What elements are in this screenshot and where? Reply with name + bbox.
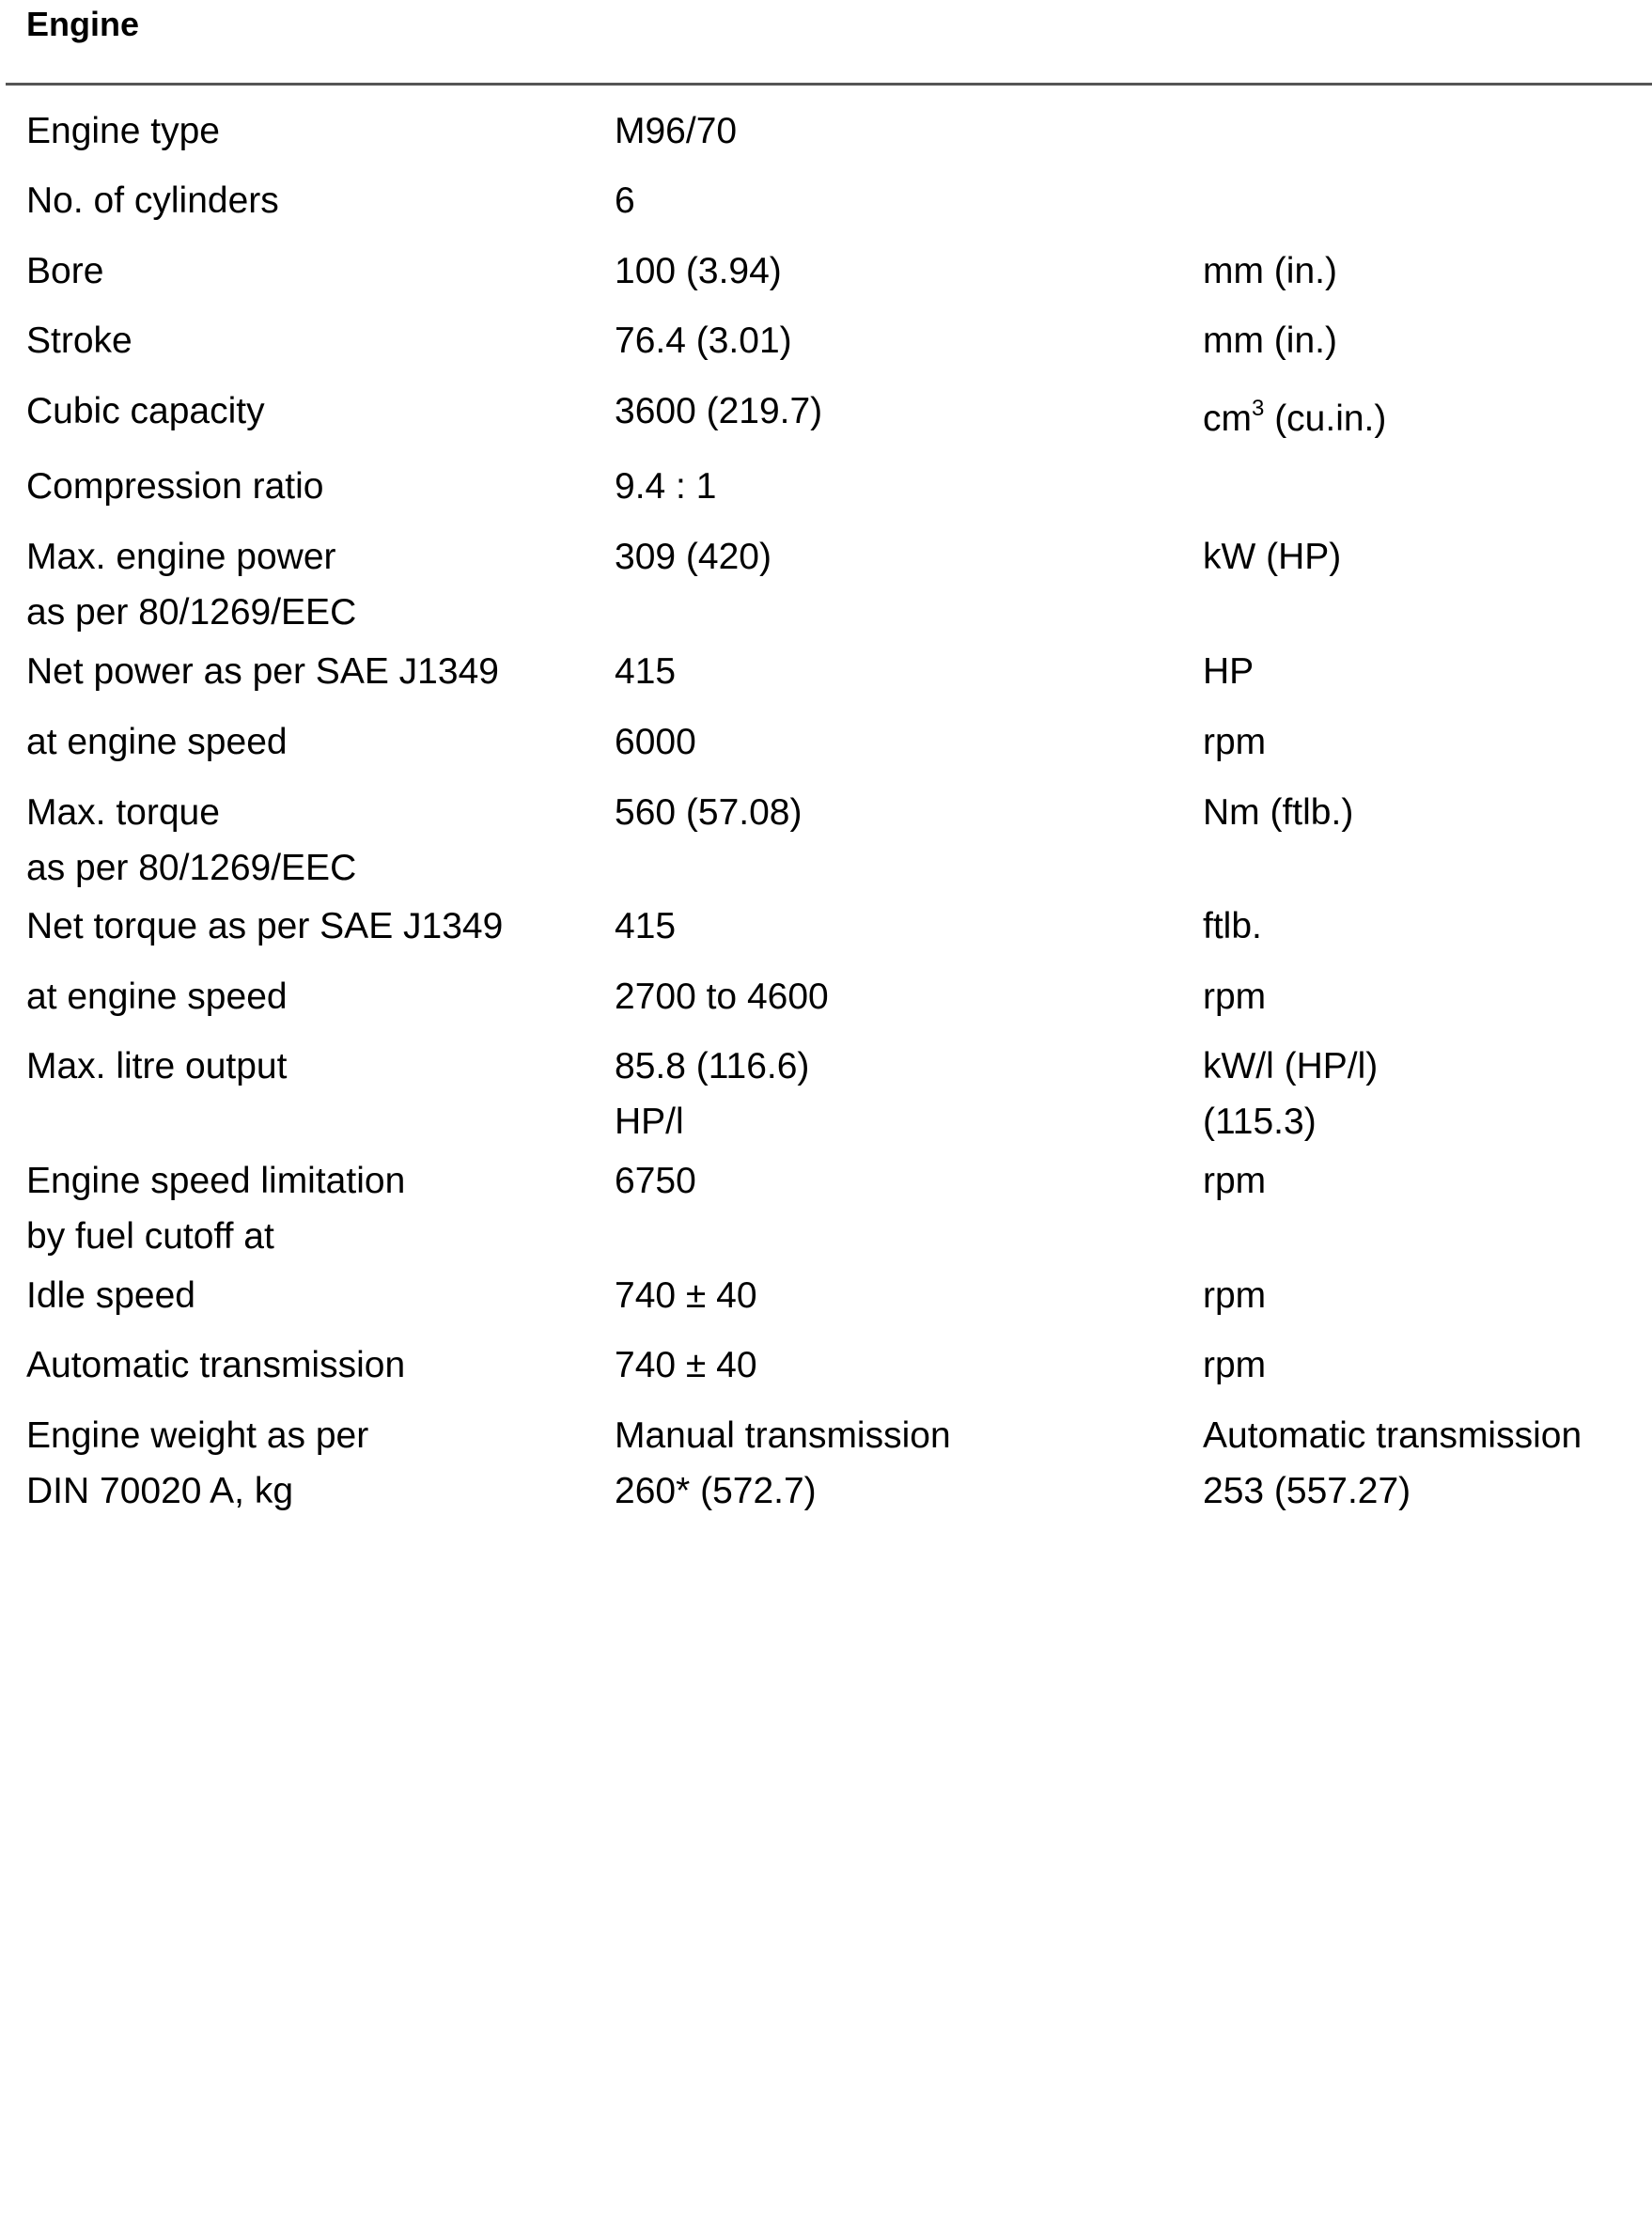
spec-unit-line: rpm <box>1203 1161 1267 1201</box>
spec-value-line: 740 ± 40 <box>615 1275 757 1316</box>
spec-unit-line: HP <box>1203 651 1255 692</box>
spec-label-line: Max. litre output <box>26 1046 288 1086</box>
spec-label-line: Stroke <box>26 320 132 361</box>
spec-label <box>26 167 590 234</box>
spec-label-line: Idle speed <box>26 1275 195 1316</box>
spec-unit <box>1203 307 1644 374</box>
spec-value-line: 100 (3.94) <box>615 251 782 291</box>
spec-label-line: Max. torque <box>26 792 220 833</box>
spec-label-line: DIN 70020 A, kg <box>26 1471 294 1511</box>
spec-label <box>26 893 590 960</box>
spec-unit <box>1203 523 1644 590</box>
spec-unit: $cm^3$ (cu.in.) <box>1203 396 1387 439</box>
spec-unit <box>1203 1402 1644 1513</box>
spec-value-line: 3600 (219.7) <box>615 391 823 431</box>
spec-label-line: by fuel cutoff at <box>26 1216 274 1257</box>
spec-label <box>26 307 590 374</box>
spec-unit <box>1203 1332 1644 1399</box>
spec-label-line: Engine speed limitation <box>26 1161 406 1201</box>
spec-value-line: 560 (57.08) <box>615 792 803 833</box>
spec-label-line: Max. engine power <box>26 537 336 577</box>
spec-value <box>615 638 1197 705</box>
spec-value <box>615 1148 1197 1214</box>
spec-unit <box>1203 1262 1644 1329</box>
spec-value <box>615 1402 1197 1513</box>
spec-value <box>615 1332 1197 1399</box>
spec-label <box>26 1033 590 1100</box>
spec-value-line: 6 <box>615 180 635 221</box>
spec-unit-line: 253 (557.27) <box>1203 1471 1411 1511</box>
spec-value <box>615 709 1197 775</box>
spec-label <box>26 1148 590 1258</box>
spec-label <box>26 238 590 305</box>
spec-unit <box>1203 238 1644 305</box>
spec-label <box>26 1262 590 1329</box>
spec-value-line: HP/l <box>615 1102 684 1142</box>
spec-unit-line: rpm <box>1203 1275 1267 1316</box>
spec-value <box>615 1033 1197 1144</box>
spec-value-line: 260* (572.7) <box>615 1471 817 1511</box>
spec-label-line: Net torque as per SAE J1349 <box>26 906 504 946</box>
spec-label-line: Automatic transmission <box>26 1345 406 1385</box>
spec-label-line: at engine speed <box>26 977 288 1017</box>
spec-label-line: Bore <box>26 251 104 291</box>
spec-value <box>615 1262 1197 1329</box>
spec-unit <box>1203 1148 1644 1214</box>
spec-label-line: as per 80/1269/EEC <box>26 848 357 888</box>
spec-label-line: Engine type <box>26 111 220 151</box>
spec-value-line: 6750 <box>615 1161 696 1201</box>
spec-label-line: Compression ratio <box>26 466 324 507</box>
spec-unit <box>1203 638 1644 705</box>
spec-unit-line: (115.3) <box>1203 1102 1317 1142</box>
spec-unit-line: rpm <box>1203 977 1267 1017</box>
section-heading: Engine <box>26 5 140 43</box>
spec-label <box>26 963 590 1030</box>
spec-unit <box>1203 893 1644 960</box>
spec-unit-line: mm (in.) <box>1203 251 1337 291</box>
spec-unit <box>1203 779 1644 846</box>
spec-label-line: at engine speed <box>26 722 288 762</box>
spec-value-line: M96/70 <box>615 111 738 151</box>
spec-label-line: Engine weight as per <box>26 1415 369 1456</box>
spec-unit-line: Automatic transmission <box>1203 1415 1582 1456</box>
spec-value-line: 85.8 (116.6) <box>615 1046 810 1086</box>
spec-label-line: Cubic capacity <box>26 391 265 431</box>
spec-label <box>26 1402 590 1513</box>
spec-unit-line: kW/l (HP/l) <box>1203 1046 1379 1086</box>
spec-value-line: 2700 to 4600 <box>615 977 829 1017</box>
spec-value <box>615 238 1197 305</box>
spec-label <box>26 1332 590 1399</box>
spec-value <box>615 307 1197 374</box>
spec-unit-line: rpm <box>1203 722 1267 762</box>
header-divider <box>6 83 1652 86</box>
spec-value-line: 309 (420) <box>615 537 771 577</box>
spec-unit-line: Nm (ftlb.) <box>1203 792 1354 833</box>
spec-unit <box>1203 963 1644 1030</box>
spec-value <box>615 378 1197 445</box>
spec-unit <box>1203 709 1644 775</box>
spec-value-line: 415 <box>615 906 677 946</box>
spec-value-line: 76.4 (3.01) <box>615 320 792 361</box>
spec-unit-line: mm (in.) <box>1203 320 1337 361</box>
spec-value-line: Manual transmission <box>615 1415 951 1456</box>
spec-label <box>26 453 590 520</box>
spec-label <box>26 378 590 445</box>
spec-label <box>26 709 590 775</box>
spec-label-line: Net power as per SAE J1349 <box>26 651 499 692</box>
spec-value <box>615 779 1197 846</box>
spec-value-line: 415 <box>615 651 677 692</box>
spec-unit-line: ftlb. <box>1203 906 1262 946</box>
spec-value <box>615 167 1197 234</box>
spec-label <box>26 779 590 890</box>
spec-value <box>615 98 1197 164</box>
spec-unit-line: rpm <box>1203 1345 1267 1385</box>
spec-value <box>615 523 1197 590</box>
spec-value-line: 6000 <box>615 722 696 762</box>
spec-label <box>26 98 590 164</box>
spec-value-line: 9.4 : 1 <box>615 466 717 507</box>
spec-unit-line: kW (HP) <box>1203 537 1342 577</box>
spec-label-line: as per 80/1269/EEC <box>26 592 357 633</box>
spec-label <box>26 638 590 705</box>
spec-value <box>615 893 1197 960</box>
spec-unit <box>1203 1033 1644 1144</box>
spec-label <box>26 523 590 634</box>
spec-value <box>615 453 1197 520</box>
spec-label-line: No. of cylinders <box>26 180 279 221</box>
spec-value-line: 740 ± 40 <box>615 1345 757 1385</box>
spec-value <box>615 963 1197 1030</box>
